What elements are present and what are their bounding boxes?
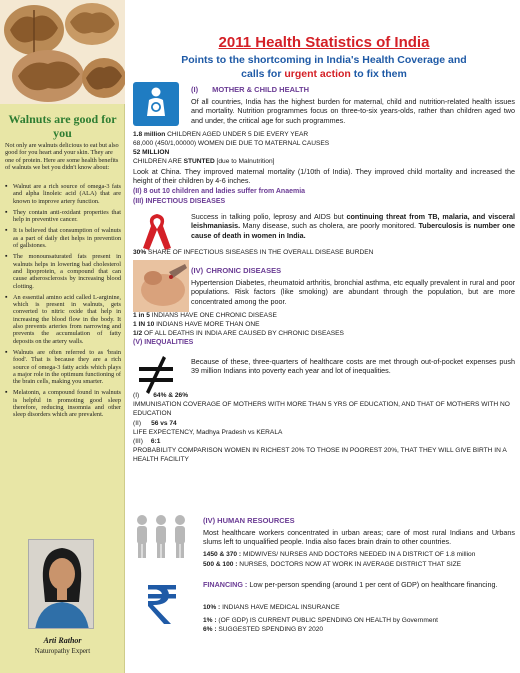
- section-text: Of all countries, India has the highest burden for maternal, child and nutrition-related health issues and mortality. Nutrition programmes focus on three-to-six years-olds, rather than children aged two and under, the critical age for such programmes.: [191, 97, 515, 125]
- red-ribbon-icon: [139, 210, 175, 252]
- stat-line: 1.8 million CHILDREN AGED UNDER 5 DIE EVERY YEAR: [133, 131, 309, 138]
- expert-name: Arti Rathor: [43, 636, 82, 645]
- section-text: Because of these, three-quarters of healthcare costs are met through out-of-pocket expenses push 39 million Indians into poverty each year and lot of inequalities.: [191, 357, 515, 376]
- list-item: ▪ They contain anti-oxidant properties that help in preventive cancer.: [5, 209, 121, 224]
- sub-heading: (II) 8 out 10 children and ladies suffer from Anaemia: [133, 188, 306, 195]
- stat-line: LIFE EXPECTENCY, Madhya Pradesh vs KERALA: [133, 429, 283, 436]
- stat-line: 1/2 OF ALL DEATHS IN INDIA ARE CAUSED BY CHRONIC DISEASES: [133, 330, 344, 337]
- sidebar-intro: Not only are walnuts delicious to eat but also good for you heart and your skin. They are one of protein. Here are some health benefits of walnuts we bet you didn't know about:: [5, 142, 119, 172]
- list-item: ▪ The monounsaturated fats present in walnuts helps in lowering bad cholesterol and lipoprotein, a compound that can cause atherosclerosis by increasing blood clotting.: [5, 253, 121, 289]
- sidebar-title: Walnuts are good for you: [8, 112, 117, 140]
- stat-line: 1 IN 10 INDIANS HAVE MORE THAN ONE: [133, 321, 260, 328]
- subtitle-line-1: Points to the shortcoming in India's Health Coverage and: [181, 54, 467, 66]
- subtitle-text: calls for: [241, 68, 285, 80]
- walnut-image: [0, 0, 125, 104]
- sub-heading: (III) INFECTIOUS DISEASES: [133, 198, 226, 205]
- chronic-disease-image: [133, 260, 189, 312]
- stat-line: (I) 64% & 26%: [133, 392, 189, 399]
- sidebar-bullet-list: [5, 183, 121, 423]
- stat-line: 1 in 5 INDIANS HAVE ONE CHRONIC DISEASE: [133, 312, 277, 319]
- section-text: Success in talking polio, leprosy and AIDS but continuing threat from TB, malaria, and visceral leishmaniasis. Many disease, such as cholera, are poorly monitored. Tuberculosis is number one cause of death in women in India.: [191, 212, 516, 240]
- stat-line: CHILDREN ARE STUNTED [due to Malnutrition]: [133, 158, 275, 165]
- subtitle-accent: urgent action: [284, 68, 351, 80]
- subtitle-line-2: [153, 67, 495, 81]
- subtitle: [153, 53, 495, 81]
- stat-line: 10% : INDIANS HAVE MEDICAL INSURANCE: [203, 604, 340, 611]
- people-figures-icon: [133, 512, 189, 560]
- section-heading: (I) MOTHER & CHILD HEALTH: [191, 85, 310, 94]
- section-heading: (IV) CHRONIC DISEASES: [191, 266, 282, 275]
- subtitle-text: to fix them: [350, 68, 407, 80]
- stat-line: 30% SHARE OF INFECTIOUS SISEASES IN THE OVERALL DISEASE BURDEN: [133, 249, 374, 256]
- stat-line: 6% : SUGGESTED SPENDING BY 2020: [203, 626, 324, 633]
- section-text: Look at China. They improved maternal mortality (1/10th of India). They improved child mortality and increased the height of their children by 4-6 inches.: [133, 167, 515, 186]
- section-text: FINANCING : Low per-person spending (around 1 per cent of GDP) on healthcare financing.: [203, 580, 498, 589]
- stat-line: (II) 56 vs 74: [133, 420, 177, 427]
- sub-heading: (V) INEQUALITIES: [133, 339, 194, 346]
- stat-line: 68,000 (450/1,00000) WOMEN DIE DUE TO MATERNAL CAUSES: [133, 140, 330, 147]
- page-title: 2011 Health Statistics of India: [218, 34, 430, 51]
- stat-line: 1% : (OF GDP) IS CURRENT PUBLIC SPENDING ON HEALTH by Government: [203, 617, 438, 624]
- section-text: Hypertension Diabetes, rheumatoid arthritis, bronchial asthma, etc equally prevalent in rural and poor populations. Risk factors (like smoking) are abundant through the population, but are more concentrated among the poor.: [191, 278, 515, 306]
- section-heading: (IV) HUMAN RESOURCES: [203, 516, 295, 525]
- list-item: ▪ It is believed that consumption of walnuts as a part of daily diet helps in prevention of gallstones.: [5, 227, 121, 249]
- rupee-icon: [145, 582, 179, 626]
- list-item: ▪ Walnut are a rich source of omega-3 fats and alpha linoleic acid (ALA) that are known to improve artery function.: [5, 183, 121, 205]
- mother-child-icon: [133, 82, 179, 126]
- expert-role: Naturopathy Expert: [34, 647, 91, 655]
- stat-line: PROBABILITY COMPARISON WOMEN IN RICHEST 20% TO THOSE IN POOREST 20%, THAT THEY WILL GIVE BIRTH IN A HEALTH FACILITY: [133, 447, 507, 463]
- sidebar: [0, 0, 125, 673]
- main-content: [133, 0, 515, 673]
- list-item: ▪ Melatonin, a compound found in walnuts is helpful in promoting good sleep therefore, reducing insomnia and other sleep disorders which are prevalent.: [5, 389, 121, 418]
- expert-photo: [28, 539, 94, 629]
- stat-line: IMMUNISATION COVERAGE OF MOTHERS WITH MORE THAN 5 YRS OF EDUCATION, AND THAT OF MOTHERS WITH NO EDUCATION: [133, 401, 510, 417]
- section-text: Most healthcare workers concentrated in urban areas; care of most rural Indians and Urbans slums left to unqualified people. India also faces brain drain to other countries.: [203, 528, 515, 547]
- stat-line: 1450 & 370 : MIDWIVES/ NURSES AND DOCTORS NEEDED IN A DISTRICT OF 1.8 million: [203, 551, 476, 558]
- list-item: ▪ Walnuts are often referred to as 'brain food'. That is because they are a rich source of omega-3 fatty acids which plays a major role in the optimum functioning of the brain cells, making you smarter.: [5, 349, 121, 385]
- list-item: ▪ An essential amino acid called L-arginine, which is present in walnuts, gets converted to nitric oxide that help in increasing the blood flow in the body. It also prevents arteries from narrowing and prevents the accumulation of fatty deposits on the artery walls.: [5, 294, 121, 345]
- stat-line: 500 & 100 : NURSES, DOCTORS NOW AT WORK IN AVERAGE DISTRICT THAT SIZE: [203, 561, 462, 568]
- stat-line: (III) 6:1: [133, 438, 161, 445]
- stat-line: 52 MILLION: [133, 149, 170, 156]
